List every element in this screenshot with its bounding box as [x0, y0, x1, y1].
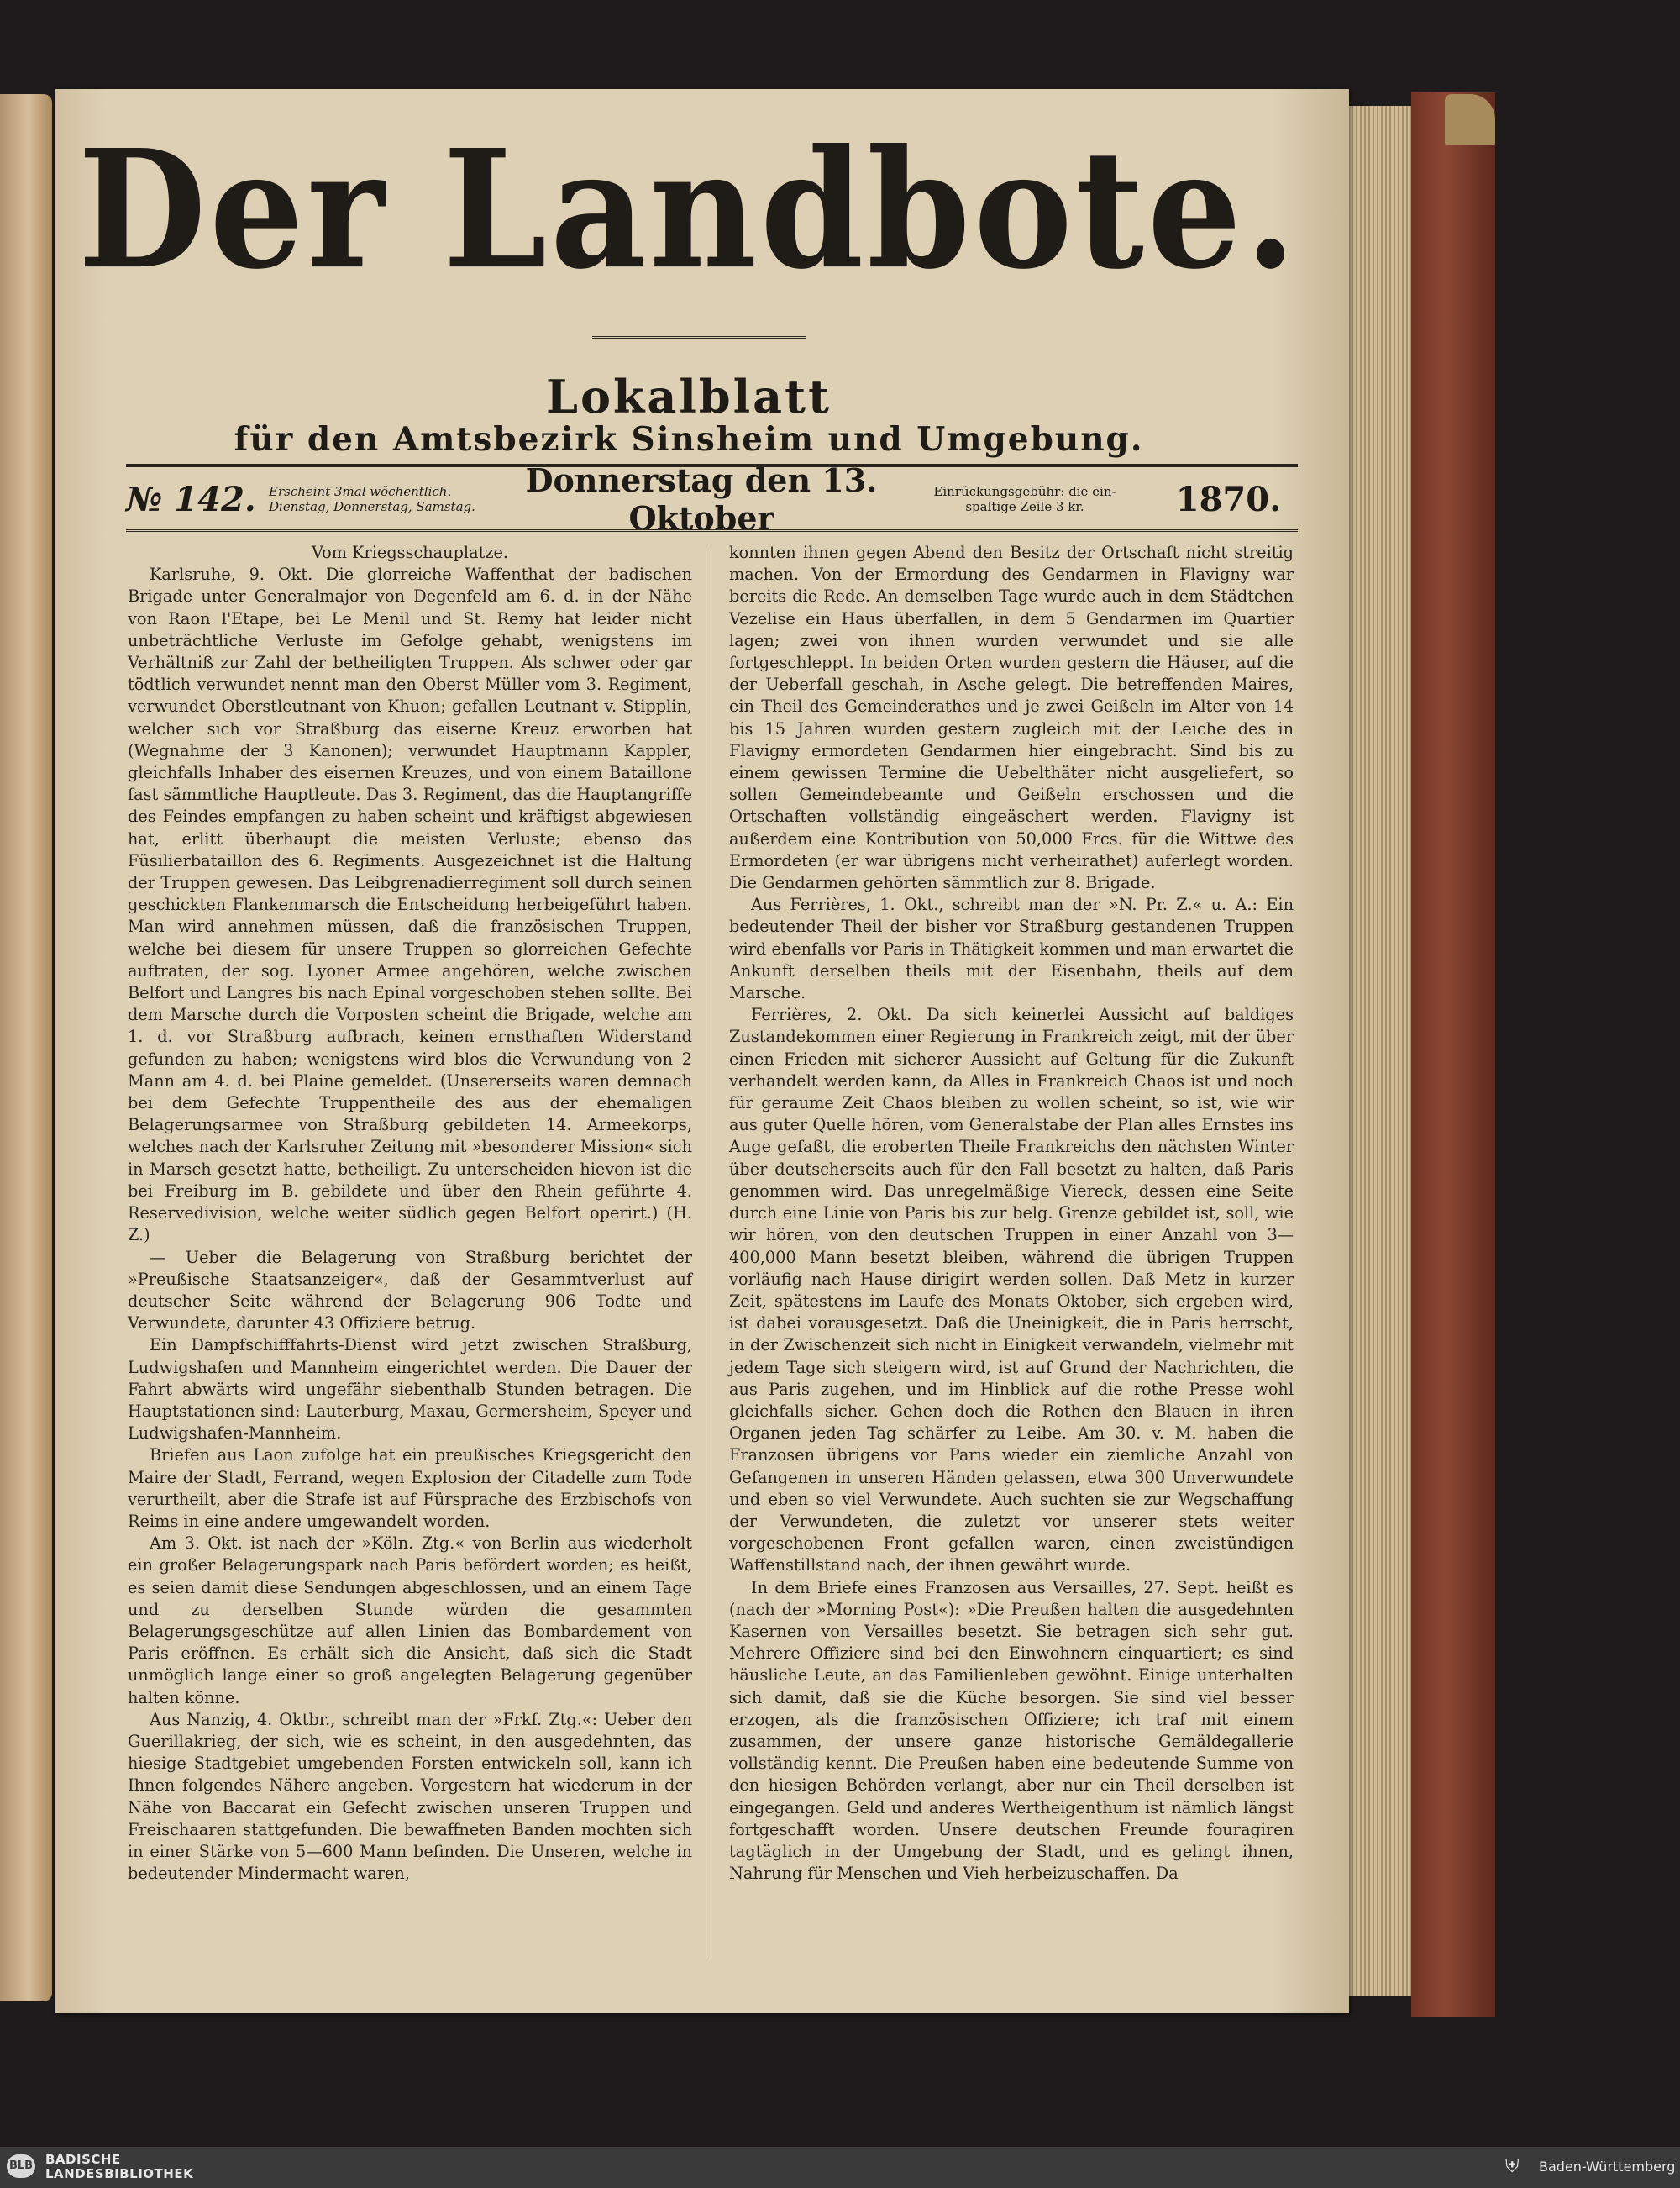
frequency-line-1: Erscheint 3mal wöchentlich,	[269, 484, 452, 499]
book-cover	[1411, 92, 1495, 2017]
coat-of-arms-icon: ⛨	[1505, 2156, 1520, 2177]
fee-line-1: Einrückungsgebühr: die ein-	[933, 484, 1116, 499]
article-paragraph: Ferrières, 2. Okt. Da sich keinerlei Aussicht auf baldiges Zustandekommen einer Regierung in Frankreich zeigt, mit der über einen Frieden mit sicherer Aussicht auf Geltung für die Zukunft verhandelt werden kann, da Alles in Frankreich Chaos ist und noch für geraume Zeit Chaos bleiben zu wollen scheint, so ist, wie wir aus guter Quelle hören, vom Generalstabe der Plan alles Ernstes ins Auge gefaßt, die eroberten Theile Frankreichs den nächsten Winter über deutscherseits auch für den Fall besetzt zu halten, daß Paris genommen wird. Das unregelmäßige Viereck, dessen eine Seite durch eine Linie von Paris bis zur belg. Grenze gebildet ist, soll, wie wir hören, von den deutschen Truppen in einer Anzahl von 3—400,000 Mann besetzt bleiben, während die übrigen Truppen vorläufig nach Hause dirigirt werden sollen. Daß Metz in kurzer Zeit, spätestens im Laufe des Monats Oktober, sich ergeben wird, ist dabei vorausgesetzt. Daß die Uneinigkeit, die in Paris herrscht, in der Zwischenzeit sich nicht in Einigkeit verwandeln, vielmehr mit jedem Tage sich steigern wird, ist auf Grund der Nachrichten, die aus Paris zugehen, und im Hinblick auf die rothe Presse wohl gleichfalls sicher. Gehen doch die Rothen den Blauen in ihren Organen jeden Tag schärfer zu Leibe. Am 30. v. M. haben die Franzosen übrigens vor Paris wieder ein ziemliche Anzahl von Gefangenen in unseren Händen gelassen, etwa 300 Unverwundete und eben so viel Verwundete. Auch suchten sie zur Wegschaffung der Verwundeten, die zuletzt vor unserer stets weiter vorgeschobenen Front gefallen waren, einen zweistündigen Waffenstillstand nach, der ihnen gewährt wurde.	[729, 1005, 1294, 1575]
issue-info-bar	[126, 461, 1298, 537]
previous-page-edge	[0, 94, 52, 2001]
frequency-line-2: Dienstag, Donnerstag, Samstag.	[269, 499, 475, 514]
section-heading: Vom Kriegsschauplatze.	[311, 543, 509, 562]
publication-frequency	[269, 484, 491, 514]
article-paragraph: Ein Dampfschifffahrts-Dienst wird jetzt zwischen Straßburg, Ludwigshafen und Mannheim eingerichtet werden. Die Dauer der Fahrt abwärts wird ungefähr siebenthalb Stunden betragen. Die Hauptstationen sind: Lauterburg, Maxau, Germersheim, Speyer und Ludwigshafen-Mannheim.	[128, 1335, 692, 1444]
library-name-line-1: BADISCHE	[45, 2152, 121, 2167]
library-name[interactable]	[45, 2153, 193, 2181]
subtitle: Lokalblatt	[545, 370, 832, 423]
book-page-edges	[1349, 106, 1411, 1996]
viewer-footer	[0, 2147, 1680, 2188]
issue-year: 1870.	[1175, 479, 1281, 519]
issue-number: № 142.	[126, 479, 256, 519]
article-paragraph: In dem Briefe eines Franzosen aus Versailles, 27. Sept. heißt es (nach der »Morning Post«): »Die Preußen halten die ausgedehnten Kasernen von Versailles besetzt. Sie betragen sich sehr gut. Mehrere Offiziere sind bei den Einwohnern einquartiert; es sind häusliche Leute, an das Familienleben gewöhnt. Einige unterhalten sich damit, daß sie die Küche besorgen. Sie sind viel besser erzogen, als die französischen Offiziere; ich traf mit einem zusammen, der unsere ganze historische Gemäldegallerie vollständig kennt. Die Preußen haben eine bedeutende Summe von den hiesigen Behörden verlangt, aber nur ein Theil derselben ist eingegangen. Geld und anderes Wertheigenthum ist nämlich längst fortgeschafft worden. Unsere deutschen Freunde fouragiren tagtäglich in der Umgebung der Stadt, und es gelingt ihnen, Nahrung für Menschen und Vieh herbeizuschaffen. Da	[729, 1577, 1294, 1884]
region-label[interactable]: Baden-Württemberg	[1539, 2159, 1676, 2175]
article-paragraph: — Ueber die Belagerung von Straßburg berichtet der »Preußische Staatsanzeiger«, daß der Gesammtverlust auf deutscher Seite während der Belagerung 906 Todte und Verwundete, darunter 43 Offiziere betrug.	[128, 1247, 692, 1333]
article-paragraph: konnten ihnen gegen Abend den Besitz der Ortschaft nicht streitig machen. Von der Ermordung des Gendarmen in Flavigny war bereits die Rede. An demselben Tage wurde auch in dem Städtchen Vezelise ein Haus überfallen, in dem 5 Gendarmen im Quartier lagen; zwei von ihnen wurden verwundet und sie alle fortgeschleppt. In beiden Orten wurden gestern die Häuser, auf die der Ueberfall geschah, in Asche gelegt. Die betreffenden Maires, ein Theil des Gemeinderathes und je zwei Geißeln im Alter von 14 bis 15 Jahren wurden gestern zugleich mit der Leiche des in Flavigny ermordeten Gendarmen hier eingebracht. Sind bis zu einem gewissen Termine die Uebelthäter nicht ausgeliefert, so sollen Gemeindebeamte und Geißeln erschossen und die Ortschaften vollständig eingeäschert werden. Flavigny ist außerdem eine Kontribution von 50,000 Frcs. für die Wittwe des Ermordeten (er war übrigens nicht verheirathet) auferlegt worden. Die Gendarmen gehörten sämmtlich zur 8. Brigade.	[729, 543, 1294, 893]
masthead-title: Der Landbote.	[77, 113, 1300, 306]
subtitle-line: für den Amtsbezirk Sinsheim und Umgebung.	[234, 420, 1144, 459]
cover-corner	[1445, 94, 1495, 145]
article-paragraph: Aus Nanzig, 4. Oktbr., schreibt man der »Frkf. Ztg.«: Ueber den Guerillakrieg, der sich, wie es scheint, in den ausgedehnten, das hiesige Stadtgebiet umgebenden Forsten entwickeln soll, kann ich Ihnen folgendes Nähere angeben. Vorgestern hat wiederum in der Nähe von Baccarat ein Gefecht zwischen unseren Truppen und Freischaaren stattgefunden. Die bewaffneten Banden mochten sich in einer Stärke von 5—600 Mann befinden. Die Unseren, welche in bedeutender Mindermacht waren,	[128, 1709, 692, 1884]
library-name-line-2: LANDESBIBLIOTHEK	[45, 2166, 194, 2181]
right-column	[729, 542, 1294, 1885]
issue-date: Donnerstag den 13. Oktober	[525, 461, 878, 537]
advertising-fee	[911, 484, 1138, 514]
article-paragraph: Am 3. Okt. ist nach der »Köln. Ztg.« von Berlin aus wiederholt ein großer Belagerungspark nach Paris befördert worden; es heißt, es seien damit diese Sendungen abgeschlossen, und an einem Tage und zu derselben Stunde würden die gesammten Belagerungsgeschütze auf allen Linien das Bombardement von Paris eröffnen. Es erhält sich die Ansicht, daß sich die Stadt unmöglich lange einer so groß angelegten Belagerung gegenüber halten könne.	[128, 1533, 692, 1707]
masthead-rule	[592, 336, 806, 339]
article-paragraph: Karlsruhe, 9. Okt. Die glorreiche Waffenthat der badischen Brigade unter Generalmajor von Degenfeld am 6. d. in der Nähe von Raon l'Etape, bei Le Menil und St. Remy hat leider nicht unbeträchtliche Verluste im Gefolge gehabt, wenigstens im Verhältniß zur Zahl der betheiligten Truppen. Als schwer oder gar tödtlich verwundet nennt man den Oberst Müller vom 3. Regiment, verwundet Oberstleutnant von Khuon; gefallen Leutnant v. Stipplin, welcher sich vor Straßburg das eiserne Kreuz erworben hat (Wegnahme der 3 Kanonen); verwundet Hauptmann Kappler, gleichfalls Inhaber des eisernen Kreuzes, und von einem Bataillone fast sämmtliche Hauptleute. Das 3. Regiment, das die Hauptangriffe des Feindes empfangen zu haben scheint und kräftigst abgewiesen hat, erlitt überhaupt die meisten Verluste; ebenso das Füsilierbataillon des 6. Regiments. Ausgezeichnet ist die Haltung der Truppen gewesen. Das Leibgrenadierregiment soll durch seinen geschickten Flankenmarsch die Entscheidung herbeigeführt haben. Man wird annehmen müssen, daß die französischen Truppen, welche bei diesem für unsere Truppen so glorreichen Gefechte auftraten, der sog. Lyoner Armee angehören, welche zwischen Belfort und Langres bis nach Epinal vorgeschoben stehen sollte. Bei dem Marsche durch die Vorposten scheint die Brigade, welche am 1. d. vor Straßburg aufbrach, keinen ernsthaften Widerstand gefunden zu haben; wenigstens wird blos die Verwundung von 2 Mann am 4. d. bei Plaine gemeldet. (Unsererseits waren demnach bei dem Gefechte Truppentheile des aus der ehemaligen Belagerungsarmee von Straßburg gebildeten 14. Armeekorps, welches nach der Karlsruher Zeitung mit »besonderer Mission« sich in Marsch gesetzt hatte, betheiligt. Zu unterscheiden hievon ist die bei Freiburg im B. gebildete und über den Rhein geführte 4. Reservedivision, welche weiter südlich gegen Belfort operirt.) (H. Z.)	[128, 565, 692, 1245]
article-paragraph: Aus Ferrières, 1. Okt., schreibt man der »N. Pr. Z.« u. A.: Ein bedeutender Theil der bisher vor Straßburg gestandenen Truppen wird ebenfalls vor Paris in Thätigkeit kommen und man erwartet die Ankunft derselben theils mit der Eisenbahn, theils auf dem Marsche.	[729, 895, 1294, 1003]
fee-line-2: spaltige Zeile 3 kr.	[965, 499, 1084, 514]
left-column	[128, 542, 692, 1885]
article-paragraph: Briefen aus Laon zufolge hat ein preußisches Kriegsgericht den Maire der Stadt, Ferrand, wegen Explosion der Citadelle zum Tode verurtheilt, aber die Strafe ist auf Fürsprache des Erzbischofs von Reims in eine andere umgewandelt worden.	[128, 1445, 692, 1531]
blb-logo[interactable]: BLB	[7, 2154, 35, 2178]
issue-rule-bottom	[126, 529, 1298, 532]
